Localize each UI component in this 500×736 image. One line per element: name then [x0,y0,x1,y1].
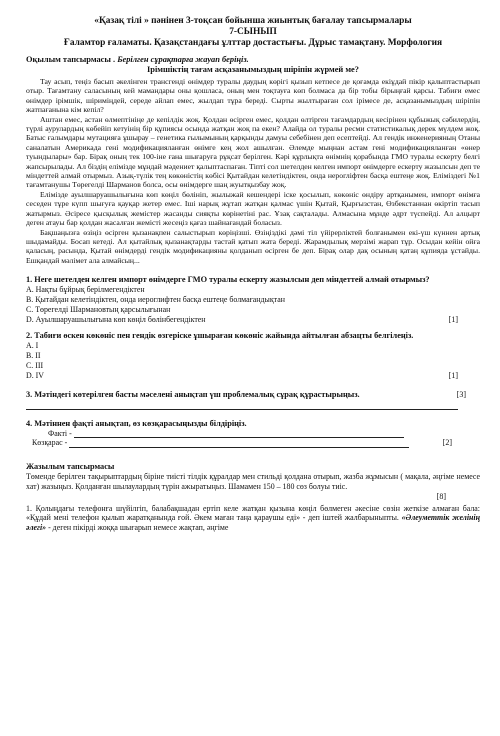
question-2-mark: [1] [448,370,458,380]
writing-topic-1 [26,504,480,533]
writing-topic-1-tail: - деген пікірді жоққа шығарып немесе жақтап, әңгіме [46,523,229,533]
question-1-option-c[interactable]: C. Төрегелді Шармановтың қарсылығынан [26,304,171,314]
paragraph-4: Бақшаңызға өзіңіз өсірген қызанақпен салыстырып көріңізші. Өзіңіздікі дәмі тіл үйірерліктей болғанымен екі-үш күннен артық шыдамайды. Босап кетеді. Ал қытайлық қызанақтарды тастай қатып жата береді. Жарамдылық мерзімі жарап тұр. Осыдан кейін ойға қалаcың, расында, Қытай өнімдерді гендік модификацияны қолданып өсірген бе деп. Бірақ олар дақ осының қатаң құпияда ұстайды. Ешқандай мәлімет ала алмайсың... [26,227,480,265]
reading-title: Ірімшіктің тағам асқазанымыздың шіріпін жүрмей ме? [147,65,359,74]
question-4-mark: [2] [442,438,452,448]
question-1-option-d[interactable] [26,315,480,325]
view-row [26,438,480,448]
header-grade: 7-СЫНЫП [229,27,277,37]
reading-instruction-text: Берілген сұрақтарға жауап беріңіз. [117,55,249,64]
answer-line-3[interactable] [26,400,458,410]
view-label: Көзқарас - [32,438,68,448]
fact-row [26,429,480,439]
writing-topic-1-title: «Әлеуметтік желінің әлегі» [26,513,480,533]
question-3 [26,390,480,400]
question-2-option-a[interactable]: A. I [26,341,39,351]
paragraph-1: Тау асып, теңіз басып әкелінген трансгенді өнімдер туралы даудың көрігі қызып кетпесе де қоғамда екіұдай пікір қалыптастырып отыр. Тағамтану саласының кей мамандары оны қошласа, оның мен тоқтауға көп болмаса да бір тобы бірыңғай қарсы. Табиғи емес өнімдер ірімшік, шіриміңдей, середе айлап емес, жылдап тұра береді. Сырты жылтыраған сол ірімесе де, асқазанымыздың шіріпін жатпағанына кім кепіл? [26,77,480,115]
question-3-mark: [3] [456,389,466,399]
question-2-option-b[interactable]: B. II [26,351,41,361]
paragraph-3: Елімізде ауылшаруашылығына көп көңіл бөлініп, жылыжай кешендері іске қосылып, көкөніс өндіру артқанымен, импорт өнімға сеседен тұре күпп шығуға қауқар жетер емес. Іші нарық жұтап жатқан қалмас үшін Қытай, Қырғызстан, Өзбекстаннан өкіртіп тасып жатырмыз. Әсіресе қысқылық жемістер жасанды сияқты көрінетіні рас. Ұзақ сақталады. Алмасына мұнде әдрт түспейді. Ал алцырт деген атауы бар қолдан жасалған жемісті жесеңіз қағаз шайнағандай боласыз. [26,189,480,228]
question-1-option-d-text: D. Ауылшаруашылығына көп көңіл бөлінбегендіктен [26,314,206,324]
header-topics: Ғаламтор ғаламаты. Қазақстандағы ұлттар достастығы. Дұрыс тамақтану. Морфология [63,38,443,48]
question-2: 2. Табиғи өскен көкөніс пен гендік өзгеріске ұшыраған көкөніс жайында айтылған абзацты белгілеңіз. [26,331,414,341]
writing-instruction: Төменде берілген тақырыптардың біріне тиісті тілдік құралдар мен стильді қолдана отырып, жазба жұмысын ( мақала, әңгіме немесе хат) жазыңыз. Қолданған шылаулардың түрін ажыратыңыз. Шамамен 150 – 180 сөз болуы тиіс. [26,472,480,491]
question-3-text: 3. Мәтіндегі көтерілген басты мәселені анықтап үш проблемалық сұрақ құрастырыңыз. [26,389,360,399]
question-4: 4. Мәтіннен фақті анықтап, өз көзқарасыңызды білдіріңіз. [26,418,247,428]
writing-title: Жазылым тапсырмасы [26,462,115,472]
question-2-option-d-text: D. IV [26,370,44,380]
reading-instruction [26,55,480,65]
view-answer-line[interactable] [69,447,409,448]
reading-label: Оқылым тапсырмасы . [26,55,116,64]
header-line1: «Қазақ тілі » пәнінен 3-тоқсан бойынша жиынтық бағалау тапсырмалары [94,16,412,26]
question-2-option-c[interactable]: C. III [26,360,44,370]
fact-label: Факті - [48,428,72,438]
paragraph-2: Аштан емес, астан өлмептініңе де кепілдік жоқ. Қолдан өсірген емес, қолдан өлтірген тағамдардың кесірінен құбыжық сәбилердің, түрлі аурулардың көбейіп кетуінің бір құпиясы осында жатқан жоқ па екен? Алайда ол туралы ресми статистикалық дерек мүлдем жоқ. Батыс ғалымдары мутацияға ұшырау – генетика ғылымының қарқынды дамуы себебінен деп есептейді. Ал гендік инженерияның Отаны саналатын Америкада гені модификацияланған өнімге кең жол ашылған. Әлемде мыңнан астам гені модификацияланған «өнер туындылары» бар. Бірақ оның тек 100-іне ғана шығаруға рұқсат берілген. Кәрі құрлықта өнімнің қорабында ГМО туралы ескерту белгі жапсырылады. Ал біздің елімізде мұндай мәдениет қалыптаспаған. Тіпті сол шетелден келген импорт өнімдерге ескерту жазылсын деп те міндеттей алмай отырмыз. Азық-түлік тең көкөністің көбісі Қытайдан келетіндіктен, онда нерогліфтен басқа ештеңе жоқ. Еліміздегі №1 тағамтанушы Төрегелді Шарманов болса, осы өнімдерге шаң жуытқызбау жоқ. [26,114,480,190]
question-1-option-a[interactable]: A. Нақты бұйрық берілмегендіктен [26,285,145,295]
question-2-option-d[interactable] [26,371,480,381]
question-1-mark: [1] [448,314,458,324]
question-1: 1. Неге шетелден келген импорт өнімдерге ГМО туралы ескерту жазылсын деп міндеттей алмай отырмыз? [26,275,430,285]
writing-mark: [8] [436,491,446,501]
writing-mark-row [26,492,480,502]
question-1-option-b[interactable]: B. Қытайдан келетіндіктен, онда иероглифтен басқа ештеңе болмағандықтан [26,294,285,304]
writing-topic-1-text: 1. Қолыңдағы телефонға шүйілгіп, балабақшадан ертіп келе жатқан қызына көңіл бөлмеген әкесіне сөзін жеткізе алмаған бала: «Құдай мені телефон қылып жаратқанында ғой. Әкем маған таңа қараушы еді» - деп іштей жалбарыныпты. [26,503,480,523]
